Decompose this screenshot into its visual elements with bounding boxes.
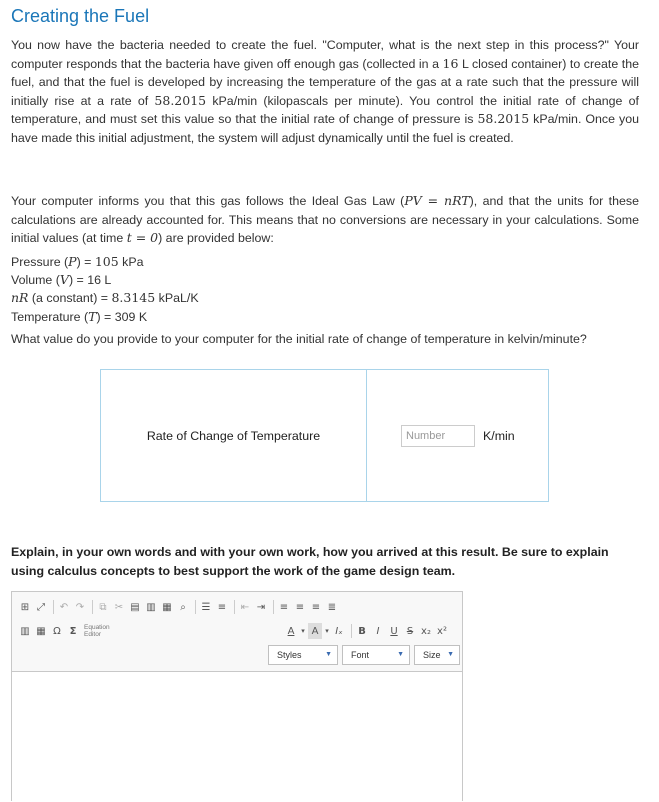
value-volume — [11, 271, 199, 289]
toolbar-separator — [195, 600, 196, 614]
value-temperature — [11, 308, 199, 326]
value-number: 8.3145 — [111, 290, 156, 306]
intro-text-1: You now have the bacteria needed to create the fuel. "Computer, what is the next step in this process?" Your computer responds that the bacteria have given off enough gas (collected in a — [11, 38, 639, 71]
undo-icon[interactable]: ↶ — [59, 601, 69, 613]
value-number: 105 — [94, 254, 119, 269]
numbered-list-icon[interactable]: ☰ — [201, 601, 211, 613]
horizontal-line-icon[interactable]: ▥ — [20, 625, 30, 637]
toolbar-separator — [351, 624, 352, 638]
value-eq: ) = — [68, 273, 88, 288]
value-unit: K — [135, 309, 148, 324]
rich-text-editor — [11, 591, 463, 801]
value-eq: ) = — [96, 309, 115, 324]
gas-law-text-2: ), and that the units for these calculations are already accounted for. This means that no conversions are necessary in your calculations. Some initial values (at time — [11, 194, 639, 246]
background-color-dropdown-icon[interactable]: ▾ — [325, 627, 329, 635]
text-color-icon[interactable]: A — [287, 625, 295, 637]
font-label: Font — [351, 650, 370, 660]
editor-content-area[interactable] — [12, 671, 462, 802]
value-symbol: P — [68, 254, 77, 269]
answer-table — [100, 369, 549, 502]
size-label: Size — [423, 650, 441, 660]
special-character-icon[interactable]: Ω — [53, 625, 61, 637]
gas-law-text-1: Your computer informs you that this gas follows the Ideal Gas Law ( — [11, 194, 405, 208]
chevron-down-icon: ▼ — [447, 651, 454, 658]
maximize-icon[interactable]: ⤢ — [37, 601, 45, 613]
paste-word-icon[interactable]: ▦ — [162, 601, 172, 613]
value-label: Pressure ( — [11, 255, 69, 269]
value-pressure — [11, 253, 199, 271]
decrease-indent-icon[interactable]: ⇤ — [240, 601, 250, 613]
question-text: What value do you provide to your computer for the initial rate of change of temperature in kelvin/minute? — [11, 332, 587, 346]
paste-text-icon[interactable]: ▥ — [146, 601, 156, 613]
superscript-icon[interactable]: x² — [437, 625, 447, 637]
editor-toolbar-row-2-left — [18, 622, 110, 640]
value-nr-constant — [11, 289, 199, 307]
value-symbol: V — [59, 272, 69, 288]
answer-label-cell — [101, 370, 367, 501]
value-unit: kPaL/K — [155, 291, 199, 306]
font-dropdown[interactable] — [342, 645, 410, 665]
remove-format-icon[interactable]: Iₓ — [335, 625, 343, 637]
explain-prompt: Explain, in your own words and with your own work, how you arrived at this result. Be sure to explain using calculus concepts to best support the work of the game design team. — [11, 545, 609, 578]
text-color-dropdown-icon[interactable]: ▾ — [301, 627, 305, 635]
styles-label: Styles — [277, 650, 302, 660]
intro-rate-2: 58.2015 — [477, 111, 530, 127]
toolbar-separator — [53, 600, 54, 614]
value-number: 16 — [87, 273, 101, 288]
answer-unit: K/min — [483, 428, 515, 443]
time-expression: t = 0 — [126, 230, 159, 246]
source-icon[interactable]: ⊞ — [20, 601, 30, 613]
answer-label: Rate of Change of Temperature — [146, 428, 321, 443]
value-label: Volume ( — [11, 273, 60, 288]
align-left-icon[interactable]: ≡ — [279, 601, 289, 613]
initial-values-list — [11, 253, 199, 326]
value-eq: ) = — [76, 255, 95, 269]
chevron-down-icon: ▼ — [397, 651, 404, 658]
value-symbol: T — [88, 308, 97, 324]
paste-icon[interactable]: ▤ — [130, 601, 140, 613]
intro-text-4: kPa/min. Once you have made this initial adjustment, the system will adjust dynamically until the fuel is created. — [11, 112, 640, 145]
value-eq: (a constant) = — [28, 291, 112, 306]
value-number: 309 — [114, 309, 136, 324]
intro-paragraph — [11, 36, 639, 148]
copy-icon[interactable]: ⧉ — [99, 601, 107, 613]
bold-icon[interactable]: B — [358, 625, 366, 637]
editor-toolbar-row-1 — [18, 598, 341, 616]
equation-editor-line2: Editor — [84, 631, 101, 638]
align-justify-icon[interactable]: ≣ — [327, 601, 337, 613]
align-right-icon[interactable]: ≡ — [311, 601, 321, 613]
value-unit: kPa — [118, 255, 144, 269]
ideal-gas-equation: PV = nRT — [404, 193, 470, 208]
equation-editor-button[interactable] — [84, 624, 110, 638]
redo-icon[interactable]: ↷ — [75, 601, 85, 613]
align-center-icon[interactable]: ≡ — [295, 601, 305, 613]
subscript-icon[interactable]: x₂ — [421, 625, 431, 637]
rate-number-input[interactable] — [401, 425, 475, 447]
value-symbol: nR — [11, 290, 29, 306]
intro-text-2: L closed container) to create the fuel, and that the fuel is developed by increasing the temperature of the gas at a rate such that the pressure will initially rise at a rate of — [11, 56, 640, 108]
find-icon[interactable]: ⌕ — [180, 601, 186, 613]
styles-dropdown[interactable] — [268, 645, 338, 665]
strikethrough-icon[interactable]: S — [406, 625, 414, 637]
table-icon[interactable]: ▦ — [36, 625, 46, 637]
intro-text-3: kPa/min (kilopascals per minute). You control the initial rate of change of temperature, and must set this value so that the initial rate of change of pressure is — [11, 93, 639, 127]
equation-icon[interactable]: Σ — [69, 625, 77, 637]
bulleted-list-icon[interactable]: ≡ — [217, 601, 227, 613]
toolbar-separator — [234, 600, 235, 614]
increase-indent-icon[interactable]: ⇥ — [256, 601, 266, 613]
toolbar-separator — [92, 600, 93, 614]
value-label: Temperature ( — [11, 309, 89, 324]
equation-editor-line1: Equation — [84, 624, 110, 631]
gas-law-paragraph — [11, 192, 639, 248]
intro-rate-1: 58.2015 — [154, 92, 207, 108]
editor-toolbar-row-2-right — [284, 622, 451, 640]
chevron-down-icon: ▼ — [325, 651, 332, 658]
intro-volume: 16 — [442, 55, 459, 71]
answer-input-cell — [367, 370, 548, 501]
gas-law-text-3: ) are provided below: — [158, 231, 274, 246]
underline-icon[interactable]: U — [390, 625, 398, 637]
background-color-icon[interactable]: A — [308, 623, 322, 639]
value-unit: L — [100, 273, 112, 288]
italic-icon[interactable]: I — [376, 625, 380, 637]
toolbar-separator — [273, 600, 274, 614]
cut-icon[interactable]: ✂ — [114, 601, 124, 613]
page-title: Creating the Fuel — [11, 6, 150, 26]
size-dropdown[interactable] — [414, 645, 460, 665]
